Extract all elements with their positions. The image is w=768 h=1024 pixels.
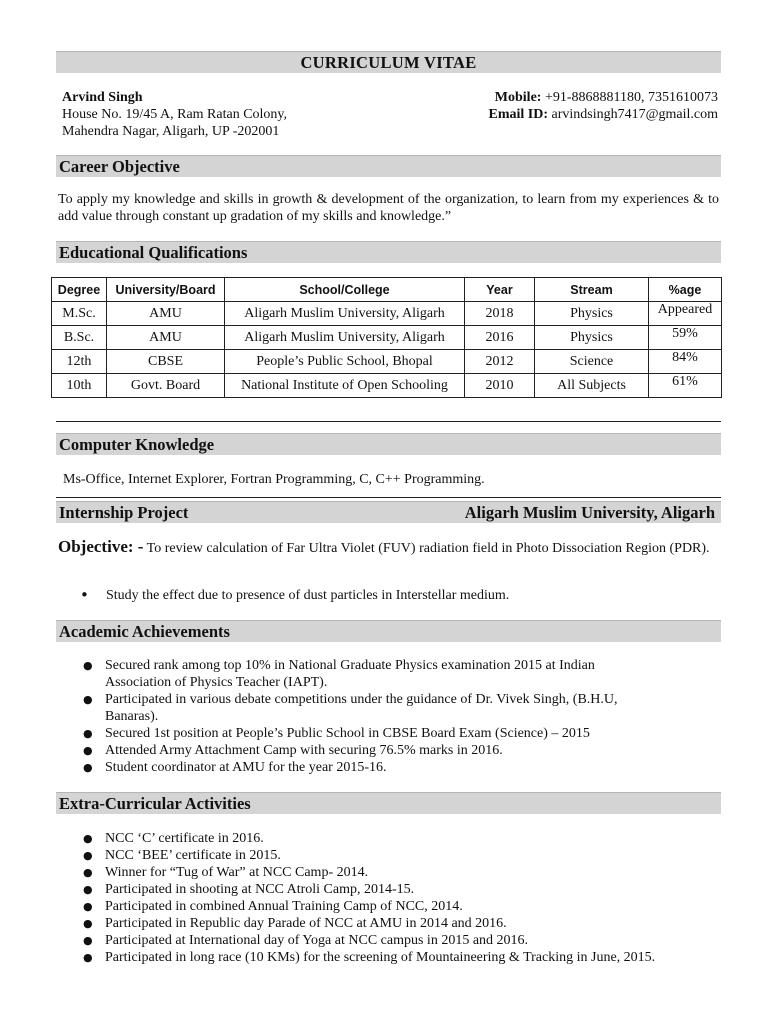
email-line	[489, 106, 718, 123]
cell-year: 2016	[465, 326, 535, 350]
education-heading: Educational Qualifications	[59, 243, 248, 262]
academic-achievements-list	[57, 657, 657, 776]
extra-curricular-heading: Extra-Curricular Activities	[59, 794, 251, 813]
table-row	[52, 350, 722, 374]
cell-degree: 10th	[52, 374, 107, 398]
extra-curricular-list	[57, 830, 721, 966]
list-item: ● Participated at International day of Yoga at NCC campus in 2015 and 2016.	[57, 932, 721, 949]
computer-knowledge-heading-bar	[56, 433, 721, 455]
internship-points	[58, 587, 720, 604]
col-degree: Degree	[52, 278, 107, 302]
list-item: • Study the effect due to presence of dust particles in Interstellar medium.	[58, 587, 720, 604]
computer-knowledge-heading: Computer Knowledge	[59, 435, 215, 454]
cv-title-bar	[56, 51, 721, 73]
objective-text: To review calculation of Far Ultra Violet (FUV) radiation field in Photo Dissociation Region (PDR).	[143, 541, 710, 556]
table-header-row	[52, 278, 722, 302]
cell-degree: B.Sc.	[52, 326, 107, 350]
table-row	[52, 374, 722, 398]
list-item: ● Participated in long race (10 KMs) for the screening of Mountaineering & Tracking in June, 2015.	[57, 949, 721, 966]
career-objective-heading-bar	[56, 155, 721, 177]
mobile-label: Mobile:	[494, 90, 542, 105]
col-percentage: %age	[649, 278, 722, 302]
mobile-line	[489, 89, 718, 106]
col-university: University/Board	[107, 278, 225, 302]
cell-percentage: 84%	[649, 350, 722, 374]
list-item: ● Secured 1st position at People’s Public School in CBSE Board Exam (Science) – 2015	[57, 725, 657, 742]
cell-school: National Institute of Open Schooling	[225, 374, 465, 398]
contact-left	[62, 89, 287, 140]
academic-achievements-heading-bar	[56, 620, 721, 642]
extra-curricular-heading-bar	[56, 792, 721, 814]
cell-degree: 12th	[52, 350, 107, 374]
list-item: ● Participated in shooting at NCC Atroli Camp, 2014-15.	[57, 881, 721, 898]
col-stream: Stream	[535, 278, 649, 302]
section-divider	[56, 497, 721, 498]
list-item: ● Student coordinator at AMU for the year 2015-16.	[57, 759, 657, 776]
list-item: ● Attended Army Attachment Camp with securing 76.5% marks in 2016.	[57, 742, 657, 759]
cell-percentage: Appeared	[649, 302, 722, 326]
cell-stream: Science	[535, 350, 649, 374]
cell-year: 2012	[465, 350, 535, 374]
cell-university: AMU	[107, 326, 225, 350]
cell-year: 2010	[465, 374, 535, 398]
objective-label: Objective: -	[58, 537, 144, 556]
candidate-name: Arvind Singh	[62, 90, 143, 105]
cell-year: 2018	[465, 302, 535, 326]
cell-stream: Physics	[535, 302, 649, 326]
section-divider	[56, 421, 721, 422]
mobile-value: +91-8868881180, 7351610073	[541, 90, 718, 105]
address-line-2: Mahendra Nagar, Aligarh, UP -202001	[62, 124, 280, 139]
list-item: ● NCC ‘C’ certificate in 2016.	[57, 830, 721, 847]
cell-university: Govt. Board	[107, 374, 225, 398]
cell-stream: Physics	[535, 326, 649, 350]
education-table	[51, 277, 722, 398]
list-item: ● Winner for “Tug of War” at NCC Camp- 2014.	[57, 864, 721, 881]
career-objective-text: To apply my knowledge and skills in growth & development of the organization, to learn from my experiences & to add value through constant up gradation of my skills and knowledge.”	[58, 192, 719, 224]
internship-heading: Internship Project	[59, 503, 189, 522]
list-item: ● Participated in Republic day Parade of NCC at AMU in 2014 and 2016.	[57, 915, 721, 932]
address-line-1: House No. 19/45 A, Ram Ratan Colony,	[62, 107, 288, 122]
internship-objective	[58, 538, 720, 557]
cell-school: People’s Public School, Bhopal	[225, 350, 465, 374]
email-value[interactable]: arvindsingh7417@gmail.com	[548, 107, 718, 122]
cell-university: AMU	[107, 302, 225, 326]
cell-percentage: 61%	[649, 374, 722, 398]
cell-degree: M.Sc.	[52, 302, 107, 326]
col-year: Year	[465, 278, 535, 302]
cell-university: CBSE	[107, 350, 225, 374]
list-item: ● Participated in combined Annual Training Camp of NCC, 2014.	[57, 898, 721, 915]
cell-school: Aligarh Muslim University, Aligarh	[225, 302, 465, 326]
cell-school: Aligarh Muslim University, Aligarh	[225, 326, 465, 350]
table-row	[52, 326, 722, 350]
list-item: ● Secured rank among top 10% in National Graduate Physics examination 2015 at Indian Association of Physics Teacher (IAPT).	[57, 657, 657, 691]
career-objective-heading: Career Objective	[59, 157, 180, 176]
email-label: Email ID:	[488, 107, 549, 122]
academic-achievements-heading: Academic Achievements	[59, 622, 230, 641]
list-item: ● Participated in various debate competitions under the guidance of Dr. Vivek Singh, (B.H.U, Banaras).	[57, 691, 657, 725]
table-row	[52, 302, 722, 326]
col-school: School/College	[225, 278, 465, 302]
internship-institution: Aligarh Muslim University, Aligarh	[464, 503, 715, 522]
computer-knowledge-text: Ms-Office, Internet Explorer, Fortran Programming, C, C++ Programming.	[63, 472, 485, 487]
cell-percentage: 59%	[649, 326, 722, 350]
internship-heading-bar	[56, 501, 721, 523]
cv-title: CURRICULUM VITAE	[300, 53, 477, 72]
list-item: ● NCC ‘BEE’ certificate in 2015.	[57, 847, 721, 864]
cell-stream: All Subjects	[535, 374, 649, 398]
education-heading-bar	[56, 241, 721, 263]
contact-right	[489, 89, 718, 123]
